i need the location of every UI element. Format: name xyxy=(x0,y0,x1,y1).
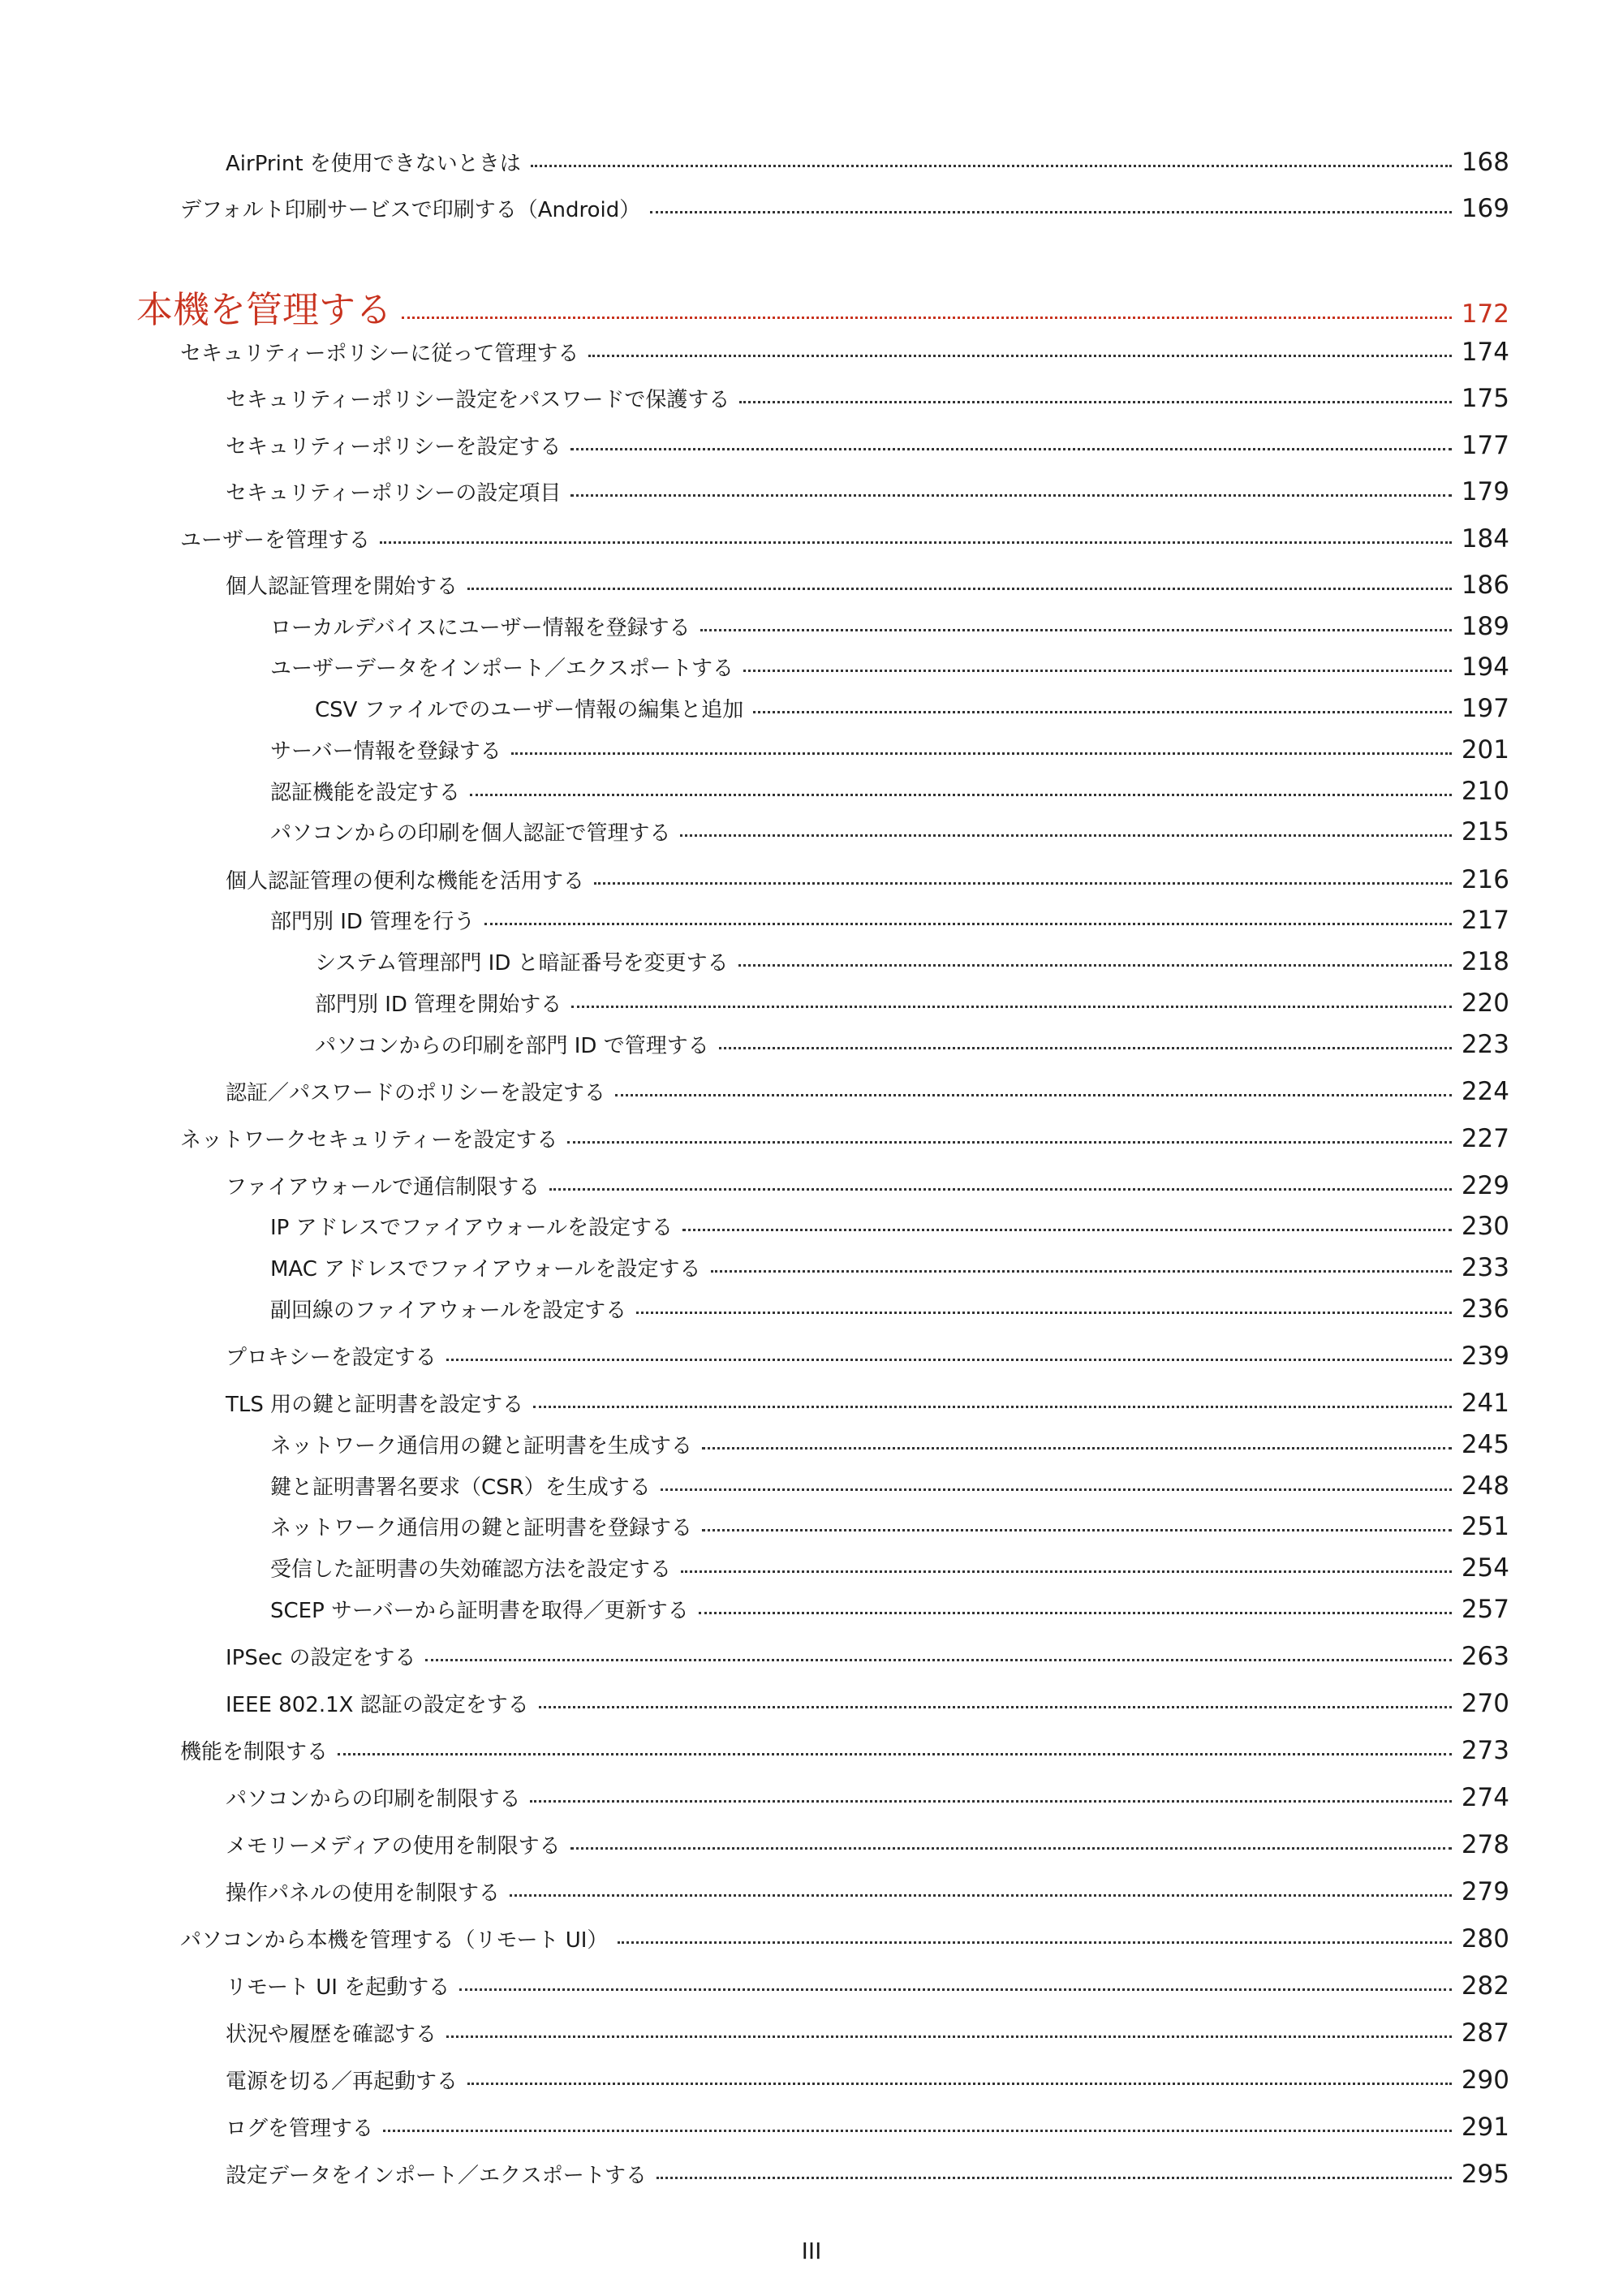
entry-title: リモート UI を起動する xyxy=(226,1975,450,2000)
entry-title: ネットワーク通信用の鍵と証明書を登録する xyxy=(270,1516,693,1540)
dot-leader xyxy=(711,1270,1452,1273)
entry-page-number: 184 xyxy=(1461,524,1509,554)
dot-leader xyxy=(618,1941,1451,1944)
entry-page-number: 223 xyxy=(1461,1030,1509,1059)
subsubsection-entry[interactable] xyxy=(0,905,1509,935)
entry-title: セキュリティーポリシー設定をパスワードで保護する xyxy=(226,388,730,412)
subsection-entry[interactable] xyxy=(0,430,1509,460)
entry-page-number: 295 xyxy=(1461,2160,1509,2189)
dot-leader xyxy=(549,1188,1452,1191)
entry-title: 副回線のファイアウォールを設定する xyxy=(270,1299,627,1323)
subsubsection-entry[interactable] xyxy=(0,1252,1509,1282)
entry-page-number: 201 xyxy=(1461,735,1509,765)
dot-leader xyxy=(402,317,1452,319)
subsection-entry[interactable] xyxy=(0,147,1509,177)
subsection-entry[interactable] xyxy=(0,1876,1509,1906)
entry-page-number: 270 xyxy=(1461,1689,1509,1718)
dot-leader xyxy=(446,2035,1452,2038)
dot-leader xyxy=(702,1447,1452,1450)
entry-title: TLS 用の鍵と証明書を設定する xyxy=(226,1393,524,1417)
subsubsection-entry[interactable] xyxy=(0,1211,1509,1241)
dot-leader xyxy=(338,1753,1452,1755)
entry-title: 認証／パスワードのポリシーを設定する xyxy=(226,1081,606,1105)
subsection-entry[interactable] xyxy=(0,1829,1509,1859)
dot-leader xyxy=(425,1659,1451,1661)
entry-page-number: 245 xyxy=(1461,1430,1509,1459)
entry-title: 個人認証管理を開始する xyxy=(226,575,458,599)
subsection-entry[interactable] xyxy=(0,570,1509,600)
entry-page-number: 177 xyxy=(1461,431,1509,460)
subsection-entry[interactable] xyxy=(0,476,1509,506)
dot-leader xyxy=(484,923,1452,925)
dot-leader xyxy=(588,355,1451,357)
subsection-entry[interactable] xyxy=(0,1688,1509,1718)
entry-title: 状況や履歴を確認する xyxy=(226,2022,437,2047)
dot-leader xyxy=(467,2083,1452,2085)
entry-title: SCEP サーバーから証明書を取得／更新する xyxy=(270,1599,689,1623)
dot-leader xyxy=(636,1312,1452,1314)
dot-leader xyxy=(680,834,1451,837)
entry-page-number: 241 xyxy=(1461,1389,1509,1418)
entry-page-number: 216 xyxy=(1461,865,1509,894)
entry-page-number: 280 xyxy=(1461,1924,1509,1954)
dot-leader xyxy=(539,1706,1452,1708)
detail-entry[interactable] xyxy=(0,988,1509,1018)
section-entry[interactable] xyxy=(0,523,1509,554)
entry-title: システム管理部門 ID と暗証番号を変更する xyxy=(315,951,729,976)
entry-page-number: 229 xyxy=(1461,1171,1509,1200)
dot-leader xyxy=(380,541,1452,544)
entry-title: 電源を切る／再起動する xyxy=(226,2070,458,2094)
entry-title: CSV ファイルでのユーザー情報の編集と追加 xyxy=(315,698,744,722)
entry-title: ファイアウォールで通信制限する xyxy=(226,1175,540,1200)
subsection-entry[interactable] xyxy=(0,1971,1509,2001)
subsection-entry[interactable] xyxy=(0,383,1509,413)
entry-page-number: 194 xyxy=(1461,653,1509,682)
subsubsection-entry[interactable] xyxy=(0,611,1509,641)
dot-leader xyxy=(510,1894,1452,1897)
entry-page-number: 263 xyxy=(1461,1642,1509,1671)
subsubsection-entry[interactable] xyxy=(0,816,1509,846)
entry-title: 設定データをインポート／エクスポートする xyxy=(226,2164,647,2188)
subsection-entry[interactable] xyxy=(0,1641,1509,1671)
entry-page-number: 215 xyxy=(1461,817,1509,846)
subsection-entry[interactable] xyxy=(0,1388,1509,1418)
entry-page-number: 248 xyxy=(1461,1471,1509,1501)
entry-title: サーバー情報を登録する xyxy=(270,739,502,764)
entry-page-number: 224 xyxy=(1461,1077,1509,1106)
subsection-entry[interactable] xyxy=(0,2159,1509,2189)
dot-leader xyxy=(738,964,1452,967)
dot-leader xyxy=(511,752,1452,755)
entry-title: メモリーメディアの使用を制限する xyxy=(226,1834,561,1859)
entry-title: セキュリティーポリシーに従って管理する xyxy=(180,342,579,366)
entry-title: AirPrint を使用できないときは xyxy=(226,152,521,176)
entry-title: プロキシーを設定する xyxy=(226,1346,437,1370)
detail-entry[interactable] xyxy=(0,1029,1509,1059)
dot-leader xyxy=(657,2177,1452,2179)
section-entry[interactable] xyxy=(0,337,1509,367)
subsubsection-entry[interactable] xyxy=(0,1294,1509,1324)
entry-title: パソコンからの印刷を部門 ID で管理する xyxy=(315,1034,709,1058)
entry-page-number: 254 xyxy=(1461,1553,1509,1583)
entry-page-number: 172 xyxy=(1461,299,1509,329)
dot-leader xyxy=(719,1047,1452,1049)
subsection-entry[interactable] xyxy=(0,2112,1509,2142)
entry-page-number: 186 xyxy=(1461,571,1509,600)
subsection-entry[interactable] xyxy=(0,1782,1509,1812)
section-entry[interactable] xyxy=(0,193,1509,223)
dot-leader xyxy=(467,588,1452,590)
subsection-entry[interactable] xyxy=(0,1170,1509,1200)
entry-title: パソコンから本機を管理する（リモート UI） xyxy=(180,1928,609,1953)
dot-leader xyxy=(650,211,1452,213)
subsection-entry[interactable] xyxy=(0,1341,1509,1371)
dot-leader xyxy=(531,165,1452,167)
entry-page-number: 274 xyxy=(1461,1783,1509,1812)
subsubsection-entry[interactable] xyxy=(0,776,1509,806)
entry-page-number: 273 xyxy=(1461,1736,1509,1765)
dot-leader xyxy=(699,1612,1452,1614)
entry-page-number: 279 xyxy=(1461,1877,1509,1906)
entry-title: セキュリティーポリシーを設定する xyxy=(226,435,562,459)
subsubsection-entry[interactable] xyxy=(0,1429,1509,1459)
entry-page-number: 287 xyxy=(1461,2018,1509,2048)
dot-leader xyxy=(533,1406,1452,1408)
dot-leader xyxy=(743,670,1452,672)
detail-entry[interactable] xyxy=(0,946,1509,976)
entry-page-number: 291 xyxy=(1461,2113,1509,2142)
entry-page-number: 251 xyxy=(1461,1512,1509,1541)
entry-title: デフォルト印刷サービスで印刷する（Android） xyxy=(180,198,641,222)
entry-page-number: 189 xyxy=(1461,612,1509,641)
dot-leader xyxy=(739,401,1451,403)
dot-leader xyxy=(615,1094,1452,1096)
dot-leader xyxy=(570,494,1451,497)
entry-page-number: 239 xyxy=(1461,1342,1509,1371)
entry-title: 部門別 ID 管理を開始する xyxy=(315,993,562,1017)
subsubsection-entry[interactable] xyxy=(0,1594,1509,1624)
entry-title: ユーザーデータをインポート／エクスポートする xyxy=(270,657,734,681)
dot-leader xyxy=(459,1988,1452,1991)
entry-title: 受信した証明書の失効確認方法を設定する xyxy=(270,1557,672,1582)
entry-title: ログを管理する xyxy=(226,2117,374,2141)
subsubsection-entry[interactable] xyxy=(0,652,1509,682)
entry-page-number: 227 xyxy=(1461,1124,1509,1153)
section-entry[interactable] xyxy=(0,1123,1509,1153)
entry-title: 機能を制限する xyxy=(180,1740,329,1764)
subsubsection-entry[interactable] xyxy=(0,1471,1509,1501)
section-entry[interactable] xyxy=(0,1735,1509,1765)
dot-leader xyxy=(570,1847,1452,1850)
dot-leader xyxy=(571,1006,1452,1008)
dot-leader xyxy=(700,629,1452,631)
entry-page-number: 217 xyxy=(1461,906,1509,935)
dot-leader xyxy=(567,1141,1451,1144)
subsection-entry[interactable] xyxy=(0,2018,1509,2048)
entry-title: パソコンからの印刷を制限する xyxy=(226,1787,521,1811)
subsection-entry[interactable] xyxy=(0,864,1509,894)
subsubsection-entry[interactable] xyxy=(0,734,1509,765)
dot-leader xyxy=(570,448,1451,450)
entry-page-number: 220 xyxy=(1461,989,1509,1018)
entry-title: 個人認証管理の便利な機能を活用する xyxy=(226,869,585,894)
entry-page-number: 210 xyxy=(1461,777,1509,806)
entry-title: ネットワーク通信用の鍵と証明書を生成する xyxy=(270,1434,693,1458)
dot-leader xyxy=(681,1570,1452,1573)
page-number: III xyxy=(801,2238,822,2264)
entry-title: 鍵と証明書署名要求（CSR）を生成する xyxy=(270,1475,651,1500)
entry-title: 本機を管理する xyxy=(136,288,393,331)
dot-leader xyxy=(661,1488,1452,1491)
entry-page-number: 278 xyxy=(1461,1830,1509,1859)
entry-title: ネットワークセキュリティーを設定する xyxy=(180,1128,558,1152)
entry-page-number: 169 xyxy=(1461,194,1509,223)
entry-page-number: 174 xyxy=(1461,338,1509,367)
entry-page-number: 233 xyxy=(1461,1253,1509,1282)
chapter-entry[interactable] xyxy=(0,280,1509,333)
entry-title: 操作パネルの使用を制限する xyxy=(226,1881,501,1906)
subsection-entry[interactable] xyxy=(0,1076,1509,1106)
entry-page-number: 218 xyxy=(1461,947,1509,976)
entry-title: IEEE 802.1X 認証の設定をする xyxy=(226,1693,529,1717)
entry-title: 部門別 ID 管理を行う xyxy=(270,910,476,934)
entry-title: IPSec の設定をする xyxy=(226,1646,416,1670)
entry-page-number: 175 xyxy=(1461,384,1509,413)
dot-leader xyxy=(594,882,1452,885)
entry-page-number: 290 xyxy=(1461,2066,1509,2095)
dot-leader xyxy=(446,1359,1452,1361)
subsubsection-entry[interactable] xyxy=(0,1553,1509,1583)
entry-page-number: 257 xyxy=(1461,1595,1509,1624)
entry-title: ローカルデバイスにユーザー情報を登録する xyxy=(270,616,691,640)
dot-leader xyxy=(753,711,1452,713)
entry-title: パソコンからの印刷を個人認証で管理する xyxy=(270,821,671,846)
dot-leader xyxy=(530,1800,1451,1803)
entry-title: セキュリティーポリシーの設定項目 xyxy=(226,481,562,506)
entry-title: IP アドレスでファイアウォールを設定する xyxy=(270,1216,673,1240)
dot-leader xyxy=(702,1529,1452,1531)
entry-page-number: 230 xyxy=(1461,1212,1509,1241)
dot-leader xyxy=(383,2130,1452,2132)
entry-page-number: 168 xyxy=(1461,148,1509,177)
dot-leader xyxy=(682,1229,1452,1231)
entry-title: ユーザーを管理する xyxy=(180,528,371,553)
detail-entry[interactable] xyxy=(0,693,1509,723)
entry-page-number: 179 xyxy=(1461,477,1509,506)
dot-leader xyxy=(470,794,1452,796)
entry-page-number: 197 xyxy=(1461,694,1509,723)
entry-page-number: 236 xyxy=(1461,1294,1509,1324)
entry-page-number: 282 xyxy=(1461,1971,1509,2001)
entry-title: 認証機能を設定する xyxy=(270,781,461,805)
subsubsection-entry[interactable] xyxy=(0,1511,1509,1541)
section-entry[interactable] xyxy=(0,1923,1509,1954)
entry-title: MAC アドレスでファイアウォールを設定する xyxy=(270,1257,701,1282)
subsection-entry[interactable] xyxy=(0,2065,1509,2095)
